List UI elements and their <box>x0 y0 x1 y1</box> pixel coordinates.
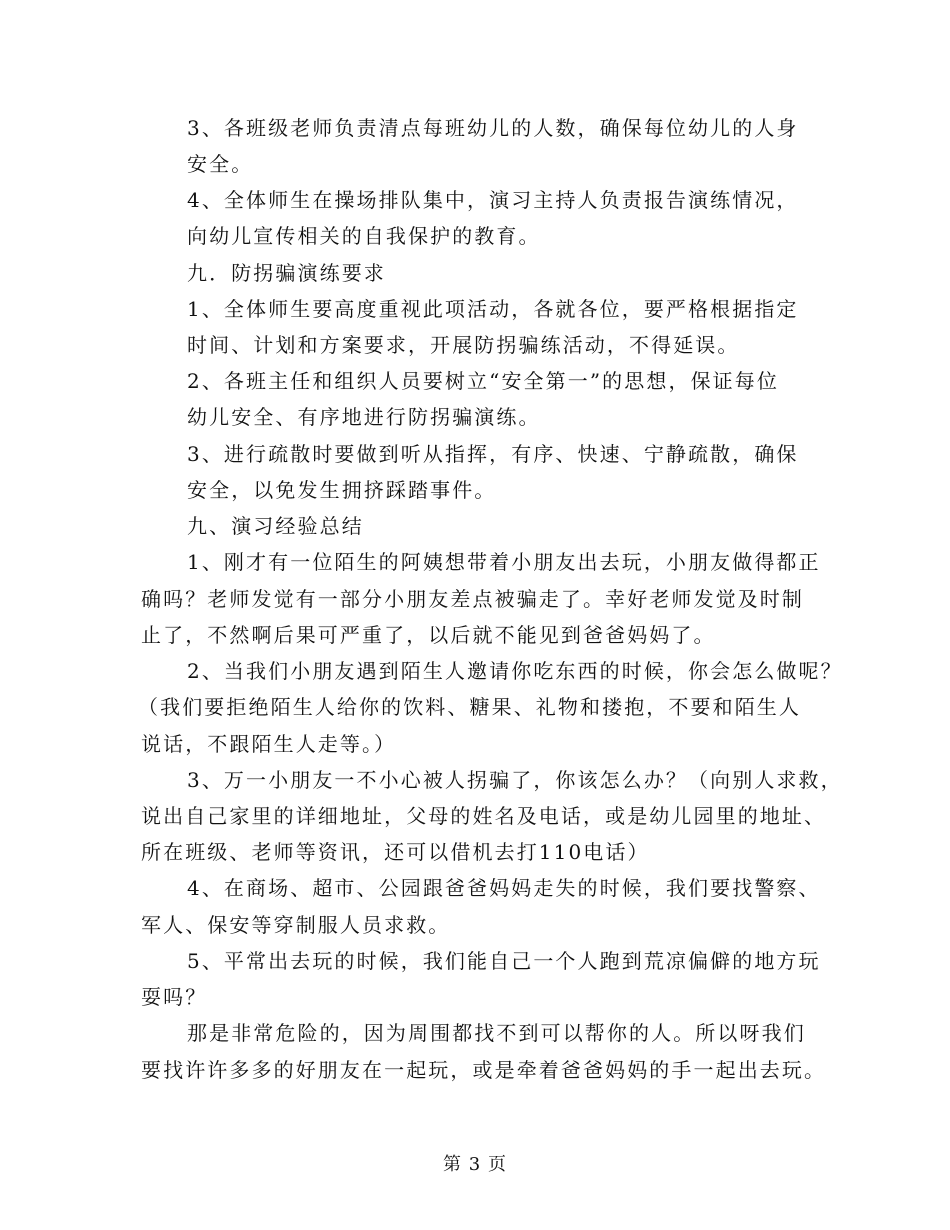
text-line: 4、全体师生在操场排队集中，演习主持人负责报告演练情况， <box>187 188 799 212</box>
text-line: 2、当我们小朋友遇到陌生人邀请你吃东西的时候，你会怎么做呢？ <box>187 659 843 683</box>
text-line: 幼儿安全、有序地进行防拐骗演练。 <box>187 405 541 429</box>
text-line: 安全，以免发生拥挤踩踏事件。 <box>187 478 497 502</box>
text-line: 确吗？老师发觉有一部分小朋友差点被骗走了。幸好老师发觉及时制 <box>141 587 804 611</box>
text-line: 说出自己家里的详细地址，父母的姓名及电话，或是幼儿园里的地址、 <box>141 804 827 828</box>
text-line: 3、万一小朋友一不小心被人拐骗了，你该怎么办？（向别人求救， <box>187 768 843 792</box>
text-line: 1、刚才有一位陌生的阿姨想带着小朋友出去玩，小朋友做得都正 <box>187 550 821 574</box>
text-line: 1、全体师生要高度重视此项活动，各就各位，要严格根据指定 <box>187 297 799 321</box>
text-line: 所在班级、老师等资讯，还可以借机去打110电话） <box>141 840 650 864</box>
text-line: 2、各班主任和组织人员要树立“安全第一”的思想，保证每位 <box>187 369 779 393</box>
text-line: 3、各班级老师负责清点每班幼儿的人数，确保每位幼儿的人身 <box>187 116 799 140</box>
text-line: 军人、保安等穿制服人员求救。 <box>141 913 451 937</box>
text-line: 说话，不跟陌生人走等。） <box>141 732 397 756</box>
text-line: （我们要拒绝陌生人给你的饮料、糖果、礼物和搂抱，不要和陌生人 <box>138 695 801 719</box>
text-line: 向幼儿宣传相关的自我保护的教育。 <box>187 224 541 248</box>
text-line: 时间、计划和方案要求，开展防拐骗练活动，不得延误。 <box>187 333 740 357</box>
section-heading: 九．防拐骗演练要求 <box>187 261 386 285</box>
text-line: 耍吗？ <box>141 985 208 1009</box>
text-line: 止了，不然啊后果可严重了，以后就不能见到爸爸妈妈了。 <box>141 623 716 647</box>
page-number: 第 3 页 <box>443 1154 507 1175</box>
text-line: 5、平常出去玩的时候，我们能自己一个人跑到荒凉偏僻的地方玩 <box>187 949 821 973</box>
text-line: 那是非常危险的，因为周围都找不到可以帮你的人。所以呀我们 <box>187 1021 806 1045</box>
text-line: 安全。 <box>187 152 254 176</box>
section-heading: 九、演习经验总结 <box>187 514 364 538</box>
text-line: 3、进行疏散时要做到听从指挥，有序、快速、宁静疏散，确保 <box>187 442 799 466</box>
text-line: 要找许许多多的好朋友在一起玩，或是牵着爸爸妈妈的手一起出去玩。 <box>141 1058 827 1082</box>
text-line: 4、在商场、超市、公园跟爸爸妈妈走失的时候，我们要找警察、 <box>187 876 821 900</box>
